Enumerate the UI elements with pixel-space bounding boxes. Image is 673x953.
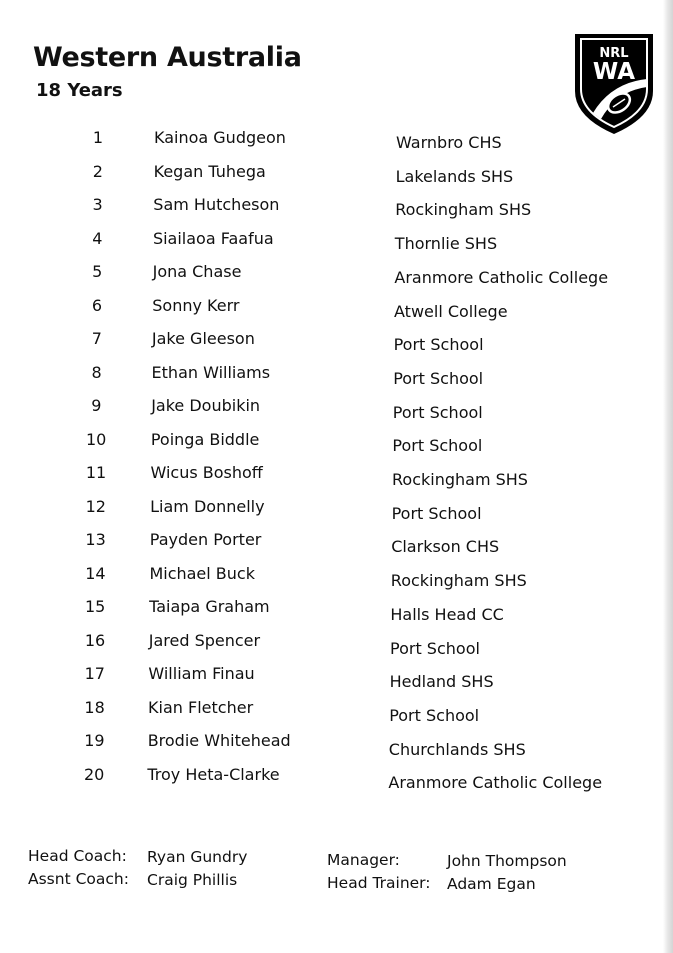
- player-name: Siailaoa Faafua: [152, 228, 274, 248]
- player-name: Jake Gleeson: [151, 329, 255, 348]
- player-school: Atwell College: [394, 301, 508, 321]
- roster-row: [0, 396, 673, 420]
- roster-row: [0, 195, 673, 219]
- logo-text-top: NRL: [599, 46, 629, 61]
- player-name: Liam Donnelly: [150, 496, 265, 516]
- assistant-coach-name: Craig Phillis: [147, 871, 238, 889]
- player-name: Sonny Kerr: [152, 295, 240, 315]
- head-coach-label: Head Coach:: [28, 847, 127, 865]
- player-name: Jared Spencer: [148, 630, 261, 650]
- player-number: 12: [85, 496, 106, 516]
- roster-row: [0, 229, 673, 253]
- player-name: Poinga Biddle: [150, 429, 260, 449]
- manager-label: Manager:: [327, 851, 400, 869]
- player-school: Aranmore Catholic College: [394, 267, 609, 287]
- player-name: Taiapa Graham: [149, 597, 270, 616]
- player-school: Churchlands SHS: [388, 739, 526, 759]
- player-school: Thornlie SHS: [394, 234, 498, 254]
- player-number: 2: [92, 161, 103, 181]
- player-number: 1: [92, 128, 104, 147]
- logo-text-main: WA: [592, 59, 636, 85]
- player-number: 13: [85, 530, 106, 549]
- player-school: Rockingham SHS: [390, 571, 527, 591]
- player-number: 11: [85, 463, 107, 482]
- roster-row: [0, 697, 673, 725]
- player-name: Kegan Tuhega: [153, 161, 266, 181]
- roster-row: [0, 430, 673, 454]
- roster-row: [0, 262, 673, 286]
- roster-row: [0, 128, 673, 152]
- head-coach-name: Ryan Gundry: [147, 848, 248, 866]
- player-number: 10: [86, 429, 107, 449]
- player-number: 15: [85, 597, 106, 616]
- player-school: Port School: [391, 503, 482, 523]
- roster-row: [0, 162, 673, 186]
- player-school: Port School: [390, 638, 480, 658]
- head-trainer-name: Adam Egan: [447, 875, 536, 893]
- player-name: Jona Chase: [152, 262, 242, 281]
- player-school: Hedland SHS: [389, 672, 494, 692]
- player-school: Rockingham SHS: [395, 200, 532, 220]
- player-name: Kian Fletcher: [148, 697, 254, 717]
- roster-row: [0, 530, 673, 557]
- player-number: 3: [92, 195, 103, 214]
- player-name: Ethan Williams: [151, 362, 271, 382]
- player-number: 14: [85, 563, 106, 583]
- player-school: Lakelands SHS: [395, 166, 514, 186]
- player-name: William Finau: [148, 664, 255, 683]
- player-name: Sam Hutcheson: [153, 195, 280, 214]
- player-number: 4: [92, 228, 103, 248]
- player-school: Clarkson CHS: [391, 537, 500, 557]
- head-trainer-label: Head Trainer:: [327, 874, 431, 892]
- player-name: Brodie Whitehead: [147, 731, 291, 750]
- player-number: 17: [84, 664, 105, 683]
- roster-row: [0, 764, 673, 793]
- player-number: 20: [84, 764, 105, 784]
- manager-name: John Thompson: [447, 852, 567, 870]
- page-title: Western Australia: [33, 42, 302, 73]
- player-number: 8: [91, 362, 102, 382]
- player-number: 7: [91, 329, 102, 348]
- roster-row: [0, 363, 673, 387]
- player-name: Jake Doubikin: [151, 396, 261, 415]
- player-school: Aranmore Catholic College: [388, 773, 603, 793]
- player-name: Michael Buck: [149, 563, 255, 583]
- player-school: Port School: [393, 368, 484, 388]
- player-number: 6: [91, 295, 103, 315]
- player-number: 9: [91, 396, 102, 415]
- player-number: 19: [84, 731, 105, 750]
- player-name: Kainoa Gudgeon: [154, 128, 286, 147]
- player-name: Wicus Boshoff: [150, 463, 263, 482]
- player-school: Port School: [392, 402, 483, 422]
- roster-row: [0, 329, 673, 353]
- roster-row: [0, 664, 673, 692]
- roster-row: [0, 497, 673, 521]
- roster-row: [0, 563, 673, 591]
- player-school: Port School: [389, 705, 480, 725]
- player-school: Warnbro CHS: [396, 133, 502, 152]
- player-number: 5: [92, 262, 103, 281]
- player-school: Port School: [393, 335, 484, 355]
- player-number: 18: [84, 697, 105, 717]
- player-number: 16: [84, 630, 106, 650]
- assistant-coach-label: Assnt Coach:: [28, 870, 129, 888]
- player-name: Payden Porter: [149, 530, 262, 549]
- roster-row: [0, 731, 673, 759]
- roster-row: [0, 463, 673, 487]
- roster-row: [0, 597, 673, 624]
- player-school: Rockingham SHS: [392, 470, 528, 489]
- player-name: Troy Heta-Clarke: [147, 764, 280, 784]
- player-school: Halls Head CC: [390, 604, 504, 624]
- player-school: Port School: [392, 436, 483, 456]
- page-subtitle: 18 Years: [36, 80, 123, 101]
- roster-row: [0, 296, 673, 320]
- roster-row: [0, 630, 673, 658]
